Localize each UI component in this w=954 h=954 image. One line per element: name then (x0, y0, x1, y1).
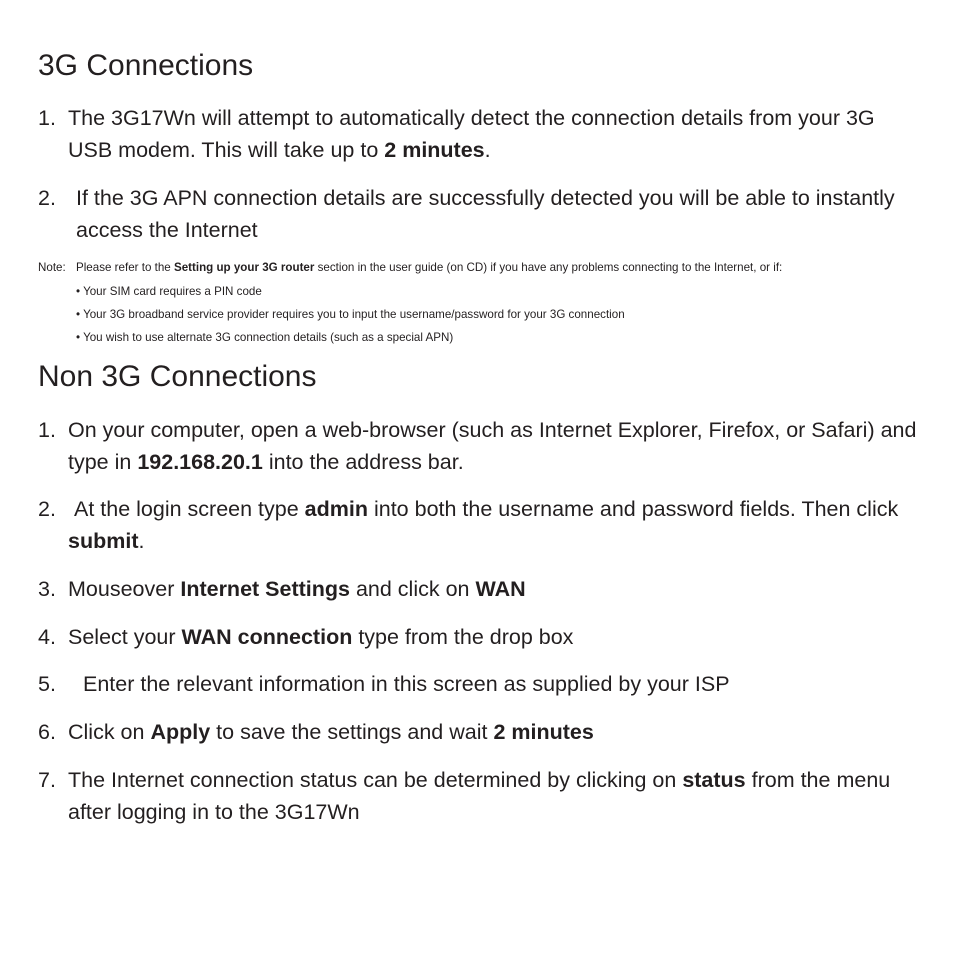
step-non3g-2 (38, 493, 918, 557)
step-number: 4. (38, 625, 56, 649)
text-run: On your computer, open a web-browser (such as Internet Explorer, Firefox, or Safari) and type in (68, 418, 917, 474)
step-text (38, 102, 918, 166)
text-run: Please refer to the (76, 261, 174, 274)
text-run: into the address bar. (262, 450, 464, 474)
step-3g-1 (38, 102, 918, 166)
step-3g-2 (38, 182, 918, 246)
step-non3g-3 (38, 573, 918, 605)
text-run: . (138, 529, 145, 553)
step-text (38, 716, 918, 748)
step-number: 2. (38, 497, 56, 521)
emphasis-text: 192.168.20.1 (137, 450, 263, 474)
step-text (38, 764, 918, 828)
text-run: Select your (68, 625, 182, 649)
step-text (38, 182, 918, 246)
text-run: section in the user guide (on CD) if you have any problems connecting to the Internet, or if: (314, 261, 783, 274)
text-run: from the menu after logging in to the 3G17Wn (68, 768, 891, 824)
text-run: If the 3G APN connection details are successfully detected you will be able to instantly access the Internet (76, 186, 895, 242)
text-run: to save the settings and wait (210, 720, 494, 744)
text-run: into both the username and password fields. Then click (368, 497, 899, 521)
note-bullet: • You wish to use alternate 3G connection details (such as a special APN) (76, 331, 454, 344)
step-number: 7. (38, 768, 56, 792)
step-number: 3. (38, 577, 56, 601)
step-text (38, 493, 918, 557)
emphasis-text: Internet Settings (180, 577, 350, 601)
heading-non-3g-connections: Non 3G Connections (38, 360, 317, 393)
step-number: 5. (38, 672, 56, 696)
note (38, 261, 782, 275)
step-non3g-1 (38, 414, 918, 478)
emphasis-text: 2 minutes (493, 720, 594, 744)
text-run: The Internet connection status can be determined by clicking on (68, 768, 683, 792)
note-bullet: • Your SIM card requires a PIN code (76, 285, 262, 298)
step-number: 2. (38, 186, 56, 210)
text-run: . (484, 138, 491, 162)
emphasis-text: Setting up your 3G router (173, 261, 315, 274)
text-run: The 3G17Wn will attempt to automatically detect the connection details from your 3G USB modem. This will take up to (68, 106, 875, 162)
emphasis-text: admin (304, 497, 368, 521)
step-text (38, 668, 918, 700)
text-run: and click on (349, 577, 476, 601)
step-non3g-7 (38, 764, 918, 828)
emphasis-text: Apply (150, 720, 211, 744)
step-non3g-6 (38, 716, 918, 748)
heading-3g-connections: 3G Connections (38, 49, 254, 82)
text-run: type from the drop box (352, 625, 574, 649)
step-non3g-5 (38, 668, 918, 700)
step-non3g-4 (38, 621, 918, 653)
text-run: Enter the relevant information in this screen as supplied by your ISP (83, 672, 730, 696)
note-label: Note: (38, 261, 66, 274)
step-number: 1. (38, 106, 56, 130)
emphasis-text: status (682, 768, 746, 792)
step-text (38, 573, 918, 605)
step-text (38, 414, 918, 478)
emphasis-text: WAN connection (181, 625, 353, 649)
text-run: Mouseover (68, 577, 181, 601)
step-number: 1. (38, 418, 56, 442)
step-number: 6. (38, 720, 56, 744)
note-text (76, 261, 782, 274)
text-run: At the login screen type (74, 497, 305, 521)
emphasis-text: submit (68, 529, 139, 553)
emphasis-text: WAN (475, 577, 526, 601)
step-text (38, 621, 918, 653)
note-bullet: • Your 3G broadband service provider requires you to input the username/password for your 3G connection (76, 308, 625, 321)
emphasis-text: 2 minutes (384, 138, 485, 162)
text-run: Click on (68, 720, 151, 744)
